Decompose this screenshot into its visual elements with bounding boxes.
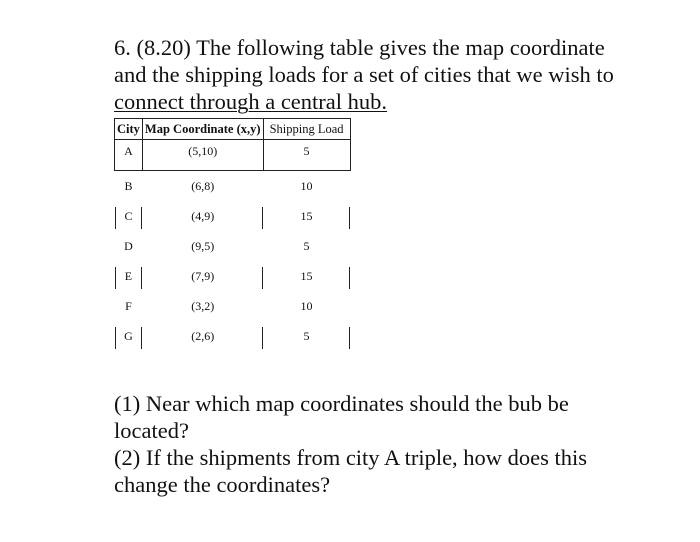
header-shipping-load: Shipping Load bbox=[263, 119, 350, 140]
city-coordinate: (9,5) bbox=[191, 238, 215, 253]
city-coordinate: (4,9) bbox=[142, 201, 263, 231]
question-2-line-1: (2) If the shipments from city A triple, how does this bbox=[114, 445, 588, 470]
city-name: B bbox=[124, 178, 133, 193]
question-2-line-2: change the coordinates? bbox=[114, 472, 331, 497]
city-table-container bbox=[114, 118, 351, 351]
city-coordinate: (5,10) bbox=[188, 143, 218, 158]
city-shipping-load: 10 bbox=[300, 298, 313, 313]
header-map-coordinate: Map Coordinate (x,y) bbox=[142, 119, 263, 140]
problem-statement bbox=[114, 34, 684, 115]
table-row bbox=[115, 231, 351, 261]
city-table bbox=[114, 118, 351, 351]
city-name: G bbox=[115, 321, 143, 351]
city-coordinate: (6,8) bbox=[191, 178, 215, 193]
city-shipping-load: 5 bbox=[263, 321, 350, 351]
problem-line-2: and the shipping loads for a set of cities that we wish to bbox=[114, 62, 614, 87]
city-shipping-load: 5 bbox=[303, 238, 310, 253]
problem-line-3: connect through a central hub. bbox=[114, 89, 388, 114]
city-coordinate: (2,6) bbox=[142, 321, 263, 351]
table-row bbox=[115, 261, 351, 291]
city-name: C bbox=[115, 201, 143, 231]
question-1-line-2: located? bbox=[114, 418, 189, 443]
table-row bbox=[115, 140, 351, 171]
city-name: D bbox=[124, 238, 133, 253]
table-header-row bbox=[115, 119, 351, 140]
table-row bbox=[115, 291, 351, 321]
city-coordinate: (3,2) bbox=[191, 298, 215, 313]
city-name: E bbox=[115, 261, 143, 291]
city-name: A bbox=[124, 143, 133, 158]
city-coordinate: (7,9) bbox=[142, 261, 263, 291]
table-row bbox=[115, 201, 351, 231]
question-1-line-1: (1) Near which map coordinates should the bub be bbox=[114, 391, 569, 416]
table-row bbox=[115, 321, 351, 351]
questions bbox=[114, 390, 684, 498]
problem-line-1: 6. (8.20) The following table gives the map coordinate bbox=[114, 35, 605, 60]
header-city: City bbox=[115, 119, 143, 140]
city-name: F bbox=[125, 298, 132, 313]
city-shipping-load: 5 bbox=[303, 143, 310, 158]
city-shipping-load: 15 bbox=[263, 261, 350, 291]
city-shipping-load: 10 bbox=[300, 178, 313, 193]
table-row bbox=[115, 171, 351, 202]
city-shipping-load: 15 bbox=[263, 201, 350, 231]
